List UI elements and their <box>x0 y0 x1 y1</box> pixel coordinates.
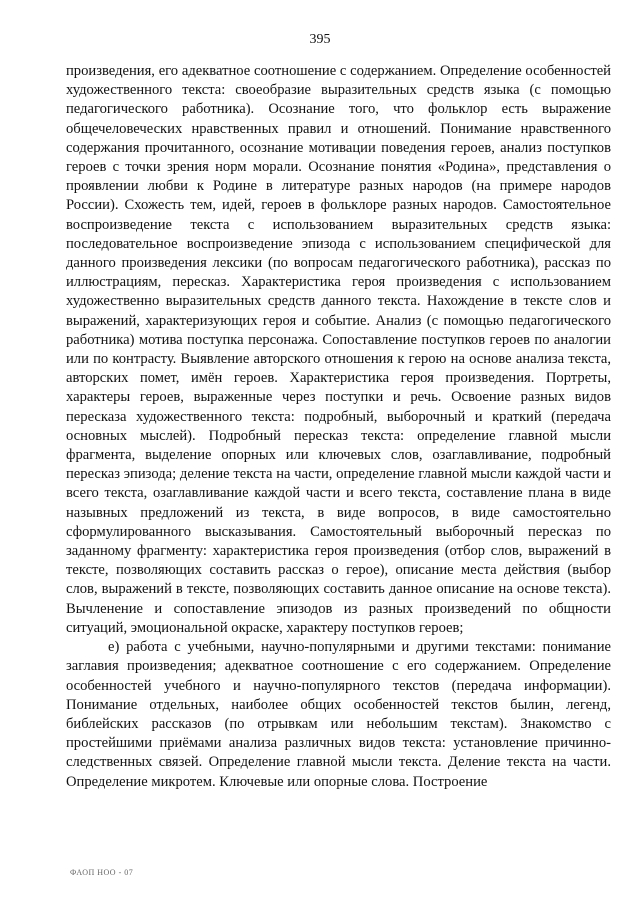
paragraph-continuation: произведения, его адекватное соотношение с содержанием. Определение особенностей художественного текста: своеобразие выразительных средств языка (с помощью педагогического работника). Осознание того, что фольклор есть выражение общечеловеческих нравственных правил и отношений. Понимание нравственного содержания прочитанного, осознание мотивации поведения героев, анализ поступков героев с точки зрения норм морали. Осознание понятия «Родина», представления о проявлении любви к Родине в литературе разных народов (на примере народов России). Схожесть тем, идей, героев в фольклоре разных народов. Самостоятельное воспроизведение текста с использованием выразительных средств языка: последовательное воспроизведение эпизода с использованием специфической для данного произведения лексики (по вопросам педагогического работника), рассказ по иллюстрациям, пересказ. Характеристика героя произведения с использованием художественно выразительных средств данного текста. Нахождение в тексте слов и выражений, характеризующих героя и событие. Анализ (с помощью педагогического работника) мотива поступка персонажа. Сопоставление поступков героев по аналогии или по контрасту. Выявление авторского отношения к герою на основе анализа текста, авторских помет, имён героев. Характеристика героя произведения. Портреты, характеры героев, выраженные через поступки и речь. Освоение разных видов пересказа художественного текста: подробный, выборочный и краткий (передача основных мыслей). Подробный пересказ текста: определение главной мысли фрагмента, выделение опорных или ключевых слов, озаглавливание, подробный пересказ эпизода; деление текста на части, определение главной мысли каждой части и всего текста, озаглавливание каждой части и всего текста, составление плана в виде назывных предложений из текста, в виде вопросов, в виде самостоятельно сформулированного высказывания. Самостоятельный выборочный пересказ по заданному фрагменту: характеристика героя произведения (отбор слов, выражений в тексте, позволяющих составить рассказ о герое), описание места действия (выбор слов, выражений в тексте, позволяющих составить данное описание на основе текста). Вычленение и сопоставление эпизодов из разных произведений по общности ситуаций, эмоциональной окраске, характеру поступков героев; <box>66 63 611 636</box>
document-body <box>66 62 611 792</box>
paragraph-item-e: е) работа с учебными, научно-популярными и другими текстами: понимание заглавия произведения; адекватное соотношение с его содержанием. Определение особенностей учебного и научно-популярного текстов (передача информации). Понимание отдельных, наиболее общих особенностей текстов былин, легенд, библейских рассказов (по отрывкам или небольшим текстам). Знакомство с простейшими приёмами анализа различных видов текста: установление причинно-следственных связей. Определение главной мысли текста. Деление текста на части. Определение микротем. Ключевые или опорные слова. Построение <box>66 639 611 790</box>
document-footer-mark: ФАОП НОО - 07 <box>70 868 134 877</box>
page-number: 395 <box>309 32 331 47</box>
